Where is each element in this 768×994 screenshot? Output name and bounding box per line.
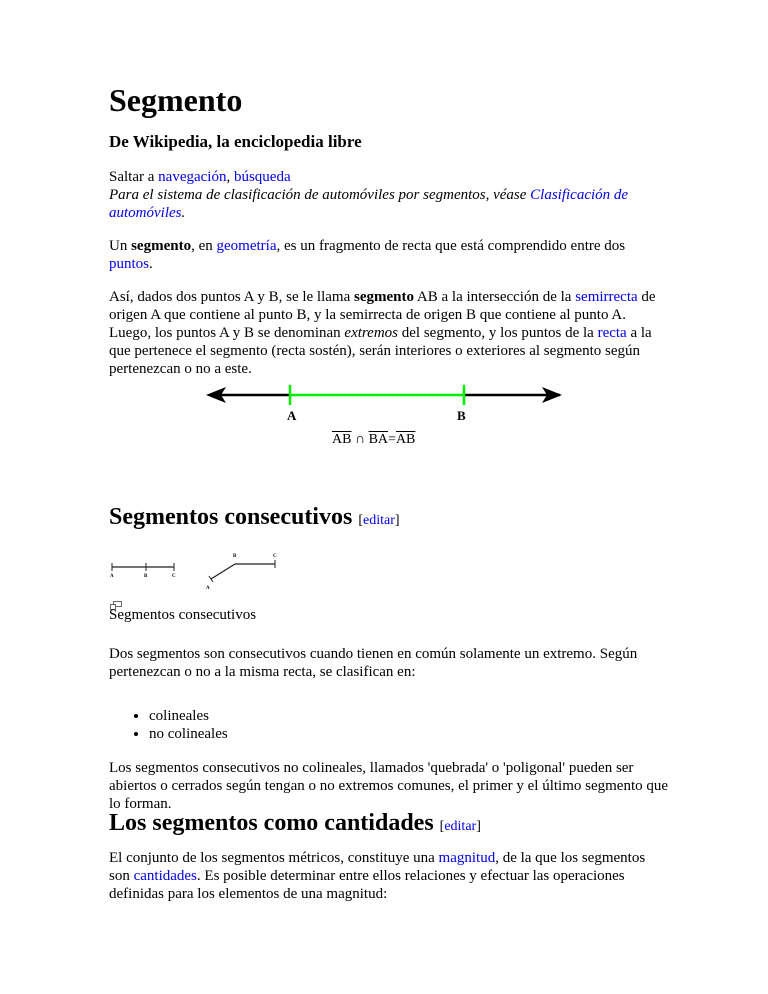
segment-diagram bbox=[204, 380, 564, 460]
navigation-link[interactable]: navegación bbox=[158, 169, 227, 185]
svg-text:A: A bbox=[110, 574, 114, 579]
segment-line-icon bbox=[204, 380, 564, 460]
figure-caption: Segmentos consecutivos bbox=[109, 607, 257, 623]
search-link[interactable]: búsqueda bbox=[233, 169, 291, 185]
edit-link-cantidades[interactable]: editar bbox=[444, 819, 477, 834]
consecutivos-paragraph-1: Dos segmentos son consecutivos cuando tienen en común solamente un extremo. Según pertenezcan o no a la misma recta, se clasifican en: bbox=[109, 646, 638, 680]
geometria-link[interactable]: geometría bbox=[216, 238, 277, 254]
consecutive-segments-icon bbox=[109, 552, 289, 592]
classification-list bbox=[109, 707, 228, 743]
list-item: • no colineales bbox=[149, 725, 228, 743]
magnitud-link[interactable]: magnitud bbox=[438, 850, 496, 866]
jump-links: Saltar a navegación, búsqueda bbox=[109, 169, 291, 185]
semirrecta-link[interactable]: semirrecta bbox=[575, 289, 638, 305]
point-b-label: B bbox=[457, 408, 466, 423]
section-heading-consecutivos: Segmentos consecutivos [editar] bbox=[109, 504, 400, 530]
hatnote: Para el sistema de clasificación de automóviles por segmentos, véase Clasificación de automóviles. bbox=[109, 187, 629, 221]
cantidades-paragraph-1: El conjunto de los segmentos métricos, constituye una magnitud, de la que los segmentos son cantidades. Es posible determinar entre ellos relaciones y efectuar las operaciones definidas para los elementos de una magnitud: bbox=[109, 850, 646, 902]
svg-text:C: C bbox=[273, 554, 277, 559]
intro-paragraph-2: Así, dados dos puntos A y B, se le llama segmento AB a la intersección de la semirrecta de origen A que contiene al punto B, y la semirrecta de origen B que contiene al punto A. Luego, los puntos A y B se denominan extremos del segmento, y los puntos de la recta a la que pertenece el segmento (recta sostén), serán interiores o exteriores al segmento según pertenezcan o no a este. bbox=[109, 289, 656, 377]
enlarge-icon[interactable] bbox=[110, 597, 122, 606]
intersection-formula: $\overline{AB}$ ∩ $\overline{BA}=\overline{AB}$ bbox=[332, 432, 416, 447]
cantidades-link[interactable]: cantidades bbox=[133, 868, 197, 884]
section-heading-cantidades: Los segmentos como cantidades [editar] bbox=[109, 810, 481, 836]
list-item: • colineales bbox=[149, 707, 228, 725]
consecutive-segments-figure[interactable] bbox=[109, 552, 289, 592]
svg-text:C: C bbox=[172, 574, 176, 579]
svg-text:B: B bbox=[233, 554, 237, 559]
svg-text:A: A bbox=[206, 586, 210, 591]
recta-link[interactable]: recta bbox=[597, 325, 627, 341]
svg-text:B: B bbox=[144, 574, 148, 579]
intro-paragraph-1: Un segmento, en geometría, es un fragmento de recta que está comprendido entre dos puntos. bbox=[109, 238, 626, 272]
hatnote-link[interactable]: Clasificación de automóviles bbox=[109, 187, 629, 221]
point-a-label: A bbox=[287, 408, 297, 423]
edit-link-consecutivos[interactable]: editar bbox=[363, 513, 395, 528]
puntos-link[interactable]: puntos bbox=[109, 256, 150, 272]
page-title: Segmento bbox=[109, 82, 243, 118]
tagline: De Wikipedia, la enciclopedia libre bbox=[109, 132, 362, 151]
consecutivos-paragraph-2: Los segmentos consecutivos no colineales, llamados 'quebrada' o 'poligonal' pueden ser abiertos o cerrados según tengan o no extremos comunes, el primer y el último segmento que lo forman. bbox=[109, 760, 669, 812]
